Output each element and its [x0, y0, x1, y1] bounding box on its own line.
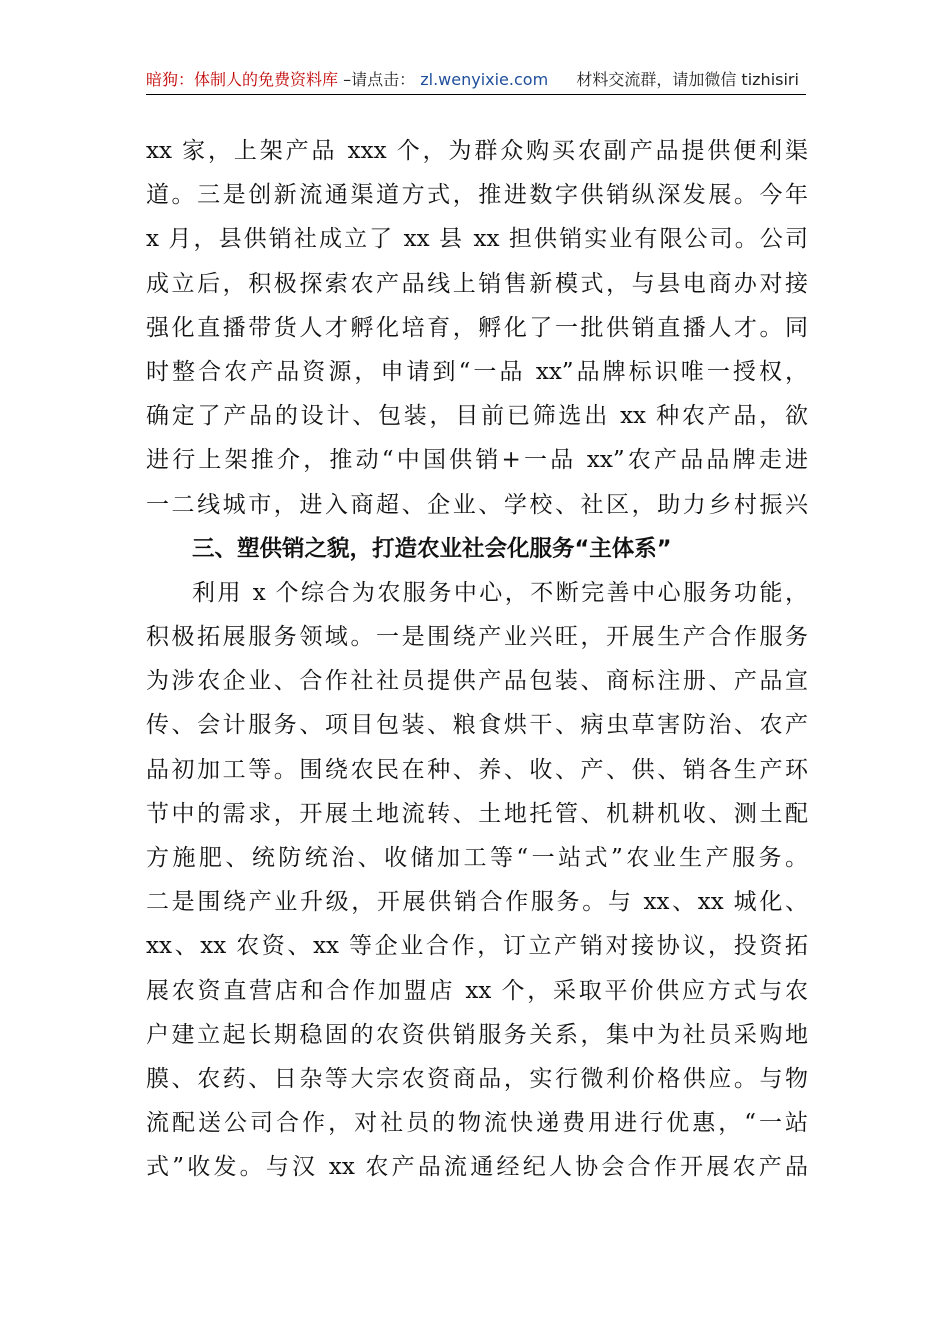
- text-line: 道。三是创新流通渠道方式，推进数字供销纵深发展。今年: [146, 182, 808, 209]
- text-line: 膜、农药、日杂等大宗农资商品，实行微利价格供应。与物: [146, 1065, 808, 1092]
- text-line: 利用 x 个综合为农服务中心，不断完善中心服务功能，: [192, 579, 808, 606]
- text-line: 成立后，积极探索农产品线上销售新模式，与县电商办对接: [146, 270, 808, 297]
- text-line: xx、xx 农资、xx 等企业合作，订立产销对接协议，投资拓: [146, 933, 808, 960]
- text-line: 强化直播带货人才孵化培育，孵化了一批供销直播人才。同: [146, 314, 808, 341]
- text-line: 流配送公司合作，对社员的物流快递费用进行优惠，“一站: [146, 1110, 808, 1137]
- header-contact: 材料交流群，请加微信 tizhisiri: [576, 70, 799, 89]
- paragraph-1: [146, 129, 808, 527]
- text-line: 户建立起长期稳固的农资供销服务关系，集中为社员采购地: [146, 1021, 808, 1048]
- paragraph-2: [146, 571, 808, 1190]
- text-line: 式”收发。与汉 xx 农产品流通经纪人协会合作开展农产品: [146, 1154, 808, 1181]
- text-line: 节中的需求，开展土地流转、土地托管、机耕机收、测土配: [146, 800, 808, 827]
- header-prompt: –请点击：: [343, 70, 416, 89]
- section-heading: 三、塑供销之貌，打造农业社会化服务“主体系”: [192, 535, 672, 562]
- text-line: 进行上架推介，推动“中国供销+一品 xx”农产品品牌走进: [146, 447, 808, 474]
- header-url-link[interactable]: zl.wenyixie.com: [420, 70, 549, 89]
- text-line: 二是围绕产业升级，开展供销合作服务。与 xx、xx 城化、: [146, 889, 808, 916]
- document-body: [146, 129, 808, 1190]
- text-line: 积极拓展服务领域。一是围绕产业兴旺，开展生产合作服务: [146, 624, 808, 651]
- text-line: 为涉农企业、合作社社员提供产品包装、商标注册、产品宣: [146, 668, 808, 695]
- text-line: 品初加工等。围绕农民在种、养、收、产、供、销各生产环: [146, 756, 808, 783]
- text-line: 确定了产品的设计、包装，目前已筛选出 xx 种农产品，欲: [146, 403, 808, 430]
- text-line: 时整合农产品资源，申请到“一品 xx”品牌标识唯一授权，: [146, 358, 808, 385]
- text-line: 一二线城市，进入商超、企业、学校、社区，助力乡村振兴: [146, 491, 808, 518]
- page-header: [146, 68, 806, 95]
- header-brand: 暗狗：体制人的免费资料库: [146, 70, 339, 89]
- text-line: 展农资直营店和合作加盟店 xx 个，采取平价供应方式与农: [146, 977, 808, 1004]
- text-line: xx 家，上架产品 xxx 个，为群众购买农副产品提供便利渠: [146, 138, 808, 164]
- text-line: 方施肥、统防统治、收储加工等“一站式”农业生产服务。: [146, 845, 808, 871]
- text-line: x 月，县供销社成立了 xx 县 xx 担供销实业有限公司。公司: [146, 226, 808, 253]
- text-line: 传、会计服务、项目包装、粮食烘干、病虫草害防治、农产: [146, 712, 808, 739]
